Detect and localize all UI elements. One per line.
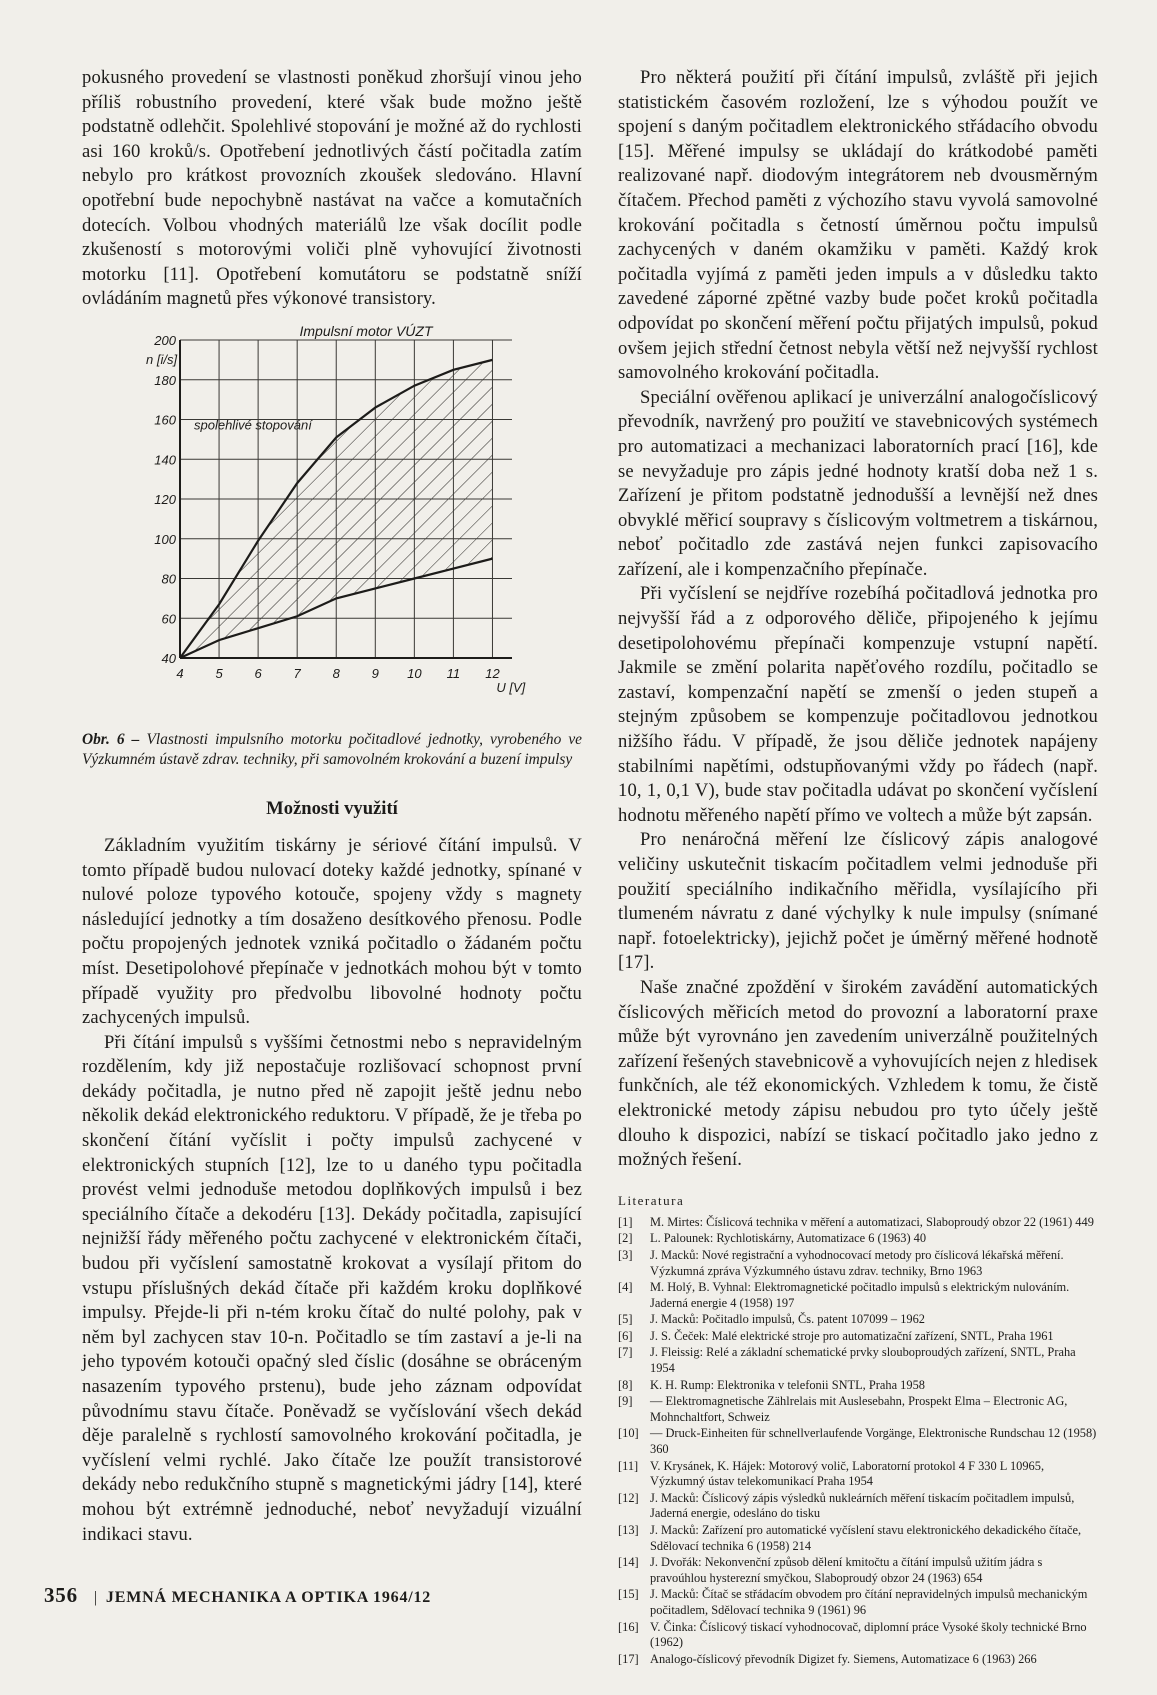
reference-item bbox=[618, 1280, 1098, 1311]
paragraph-analog: Pro nenáročná měření lze číslicový zápis analogové veličiny uskutečnit tiskacím počitadlem velmi jednoduše při použití speciálního indikačního měřidla, vysílajícího při tlumeném návratu z dané výchylky k nule impulsy (snímané např. fotoelektricky), jejichž počet je úměrný měřené hodnotě [17]. bbox=[618, 829, 1098, 974]
reference-number: [9] bbox=[618, 1394, 633, 1409]
paragraph-converter: Speciální ověřenou aplikací je univerzální analogočíslicový převodník, navržený pro použití ve stavebnicových systémech pro automatizaci a mechanizaci laboratorních prací [16], kde se nevyžaduje pro zápis jedné hodnoty kratší doba než 1 s. Zařízení je přitom podstatně jednodušší a levnější než dnes obvyklé měřicí soupravy s číslicovým voltmetrem a tiskárnou, neboť počitadlo zde zastává nejen funkci zapisovacího zařízení, ale i kompenzačního přepínače. bbox=[618, 386, 1098, 580]
reference-number: [5] bbox=[618, 1312, 633, 1327]
reference-item bbox=[618, 1329, 1098, 1345]
x-axis-label: U [V] bbox=[496, 679, 526, 695]
right-column bbox=[618, 66, 1098, 1668]
reference-number: [10] bbox=[618, 1426, 639, 1441]
reference-item bbox=[618, 1215, 1098, 1231]
x-tick-label: 5 bbox=[215, 665, 223, 681]
reference-text: J. Macků: Číslicový zápis výsledků nukleárních měření tiskacím počitadlem impulsů, Jaderná energie, odesláno do tisku bbox=[650, 1490, 1075, 1521]
references-heading: Literatura bbox=[618, 1192, 685, 1208]
y-tick-label: 60 bbox=[161, 611, 176, 627]
x-tick-label: 11 bbox=[446, 665, 461, 681]
x-tick-label: 9 bbox=[371, 665, 379, 681]
reference-number: [12] bbox=[618, 1490, 639, 1505]
reference-item bbox=[618, 1555, 1098, 1586]
caption-label: Obr. 6 – bbox=[82, 730, 140, 748]
figure-motor-chart bbox=[82, 322, 562, 722]
y-tick-label: 200 bbox=[154, 332, 176, 348]
paragraph-statistical: Pro některá použití při čítání impulsů, zvláště při jejich statistickém časovém rozložení, lze s výhodou použít ve spojení s daným počitadlem elektronického střádacího obvodu [15]. Měřené impulsy se ukládají do krátkodobé paměti realizované např. diodovým integrátorem neb dvousměrným čítačem. Přechod paměti z výchozího stavu vyvolá samovolné krokování počitadla s četností úměrnou počtu impulsů zachycených v daném okamžiku v paměti. Každý krok počitadla vyjímá z paměti jeden impuls a v důsledku takto zavedené záporné zpětné vazby bude počet kroků počitadla odpovídat po skončení měření počtu přijatých impulsů, pokud ovšem jejich střední četnost nebyla větší než nejvyšší rychlost samovolného krokování počitadla. bbox=[618, 67, 1098, 384]
reference-item bbox=[618, 1587, 1098, 1618]
reference-text: J. Macků: Čítač se střádacím obvodem pro čítání nepravidelných impulsů mechanickým počitadlem, Sdělovací technika 9 (1961) 96 bbox=[650, 1587, 1088, 1617]
reference-text: L. Palounek: Rychlotiskárny, Automatizace 6 (1963) 40 bbox=[650, 1231, 927, 1246]
reference-text: J. Fleissig: Relé a základní schematické prvky slouboproudých zařízení, SNTL, Praha 1954 bbox=[650, 1345, 1076, 1376]
reference-item bbox=[618, 1652, 1098, 1668]
y-tick-label: 180 bbox=[154, 372, 176, 388]
reference-text: — Elektromagnetische Zählrelais mit Auslesebahn, Prospekt Elma – Electronic AG, Mohnchaltfort, Schweiz bbox=[650, 1394, 1068, 1424]
reference-text: J. Macků: Zařízení pro automatické vyčíslení stavu elektronického dekadického čítače, Sdělovací technika 6 (1958) 214 bbox=[650, 1523, 1082, 1553]
page-footer bbox=[44, 1583, 431, 1608]
reference-text: K. H. Rump: Elektronika v telefonii SNTL, Praha 1958 bbox=[650, 1377, 925, 1392]
reference-text: J. Macků: Nové registrační a vyhodnocovací metody pro číslicová lékařská měření. Výzkumná zpráva Výzkumného ústavu zdrav. techniky, Brno 1963 bbox=[650, 1247, 1064, 1278]
section-heading: Možnosti využití bbox=[266, 797, 398, 819]
reference-number: [7] bbox=[618, 1345, 633, 1360]
x-tick-label: 10 bbox=[407, 665, 422, 681]
reference-text: J. Macků: Počitadlo impulsů, Čs. patent 107099 – 1962 bbox=[650, 1312, 925, 1327]
x-tick-label: 12 bbox=[485, 665, 500, 681]
figure-caption bbox=[82, 730, 582, 770]
reference-text: M. Mirtes: Číslicová technika v měření a automatizaci, Slaboproudý obzor 22 (1961) 449 bbox=[650, 1214, 1094, 1229]
y-tick-label: 160 bbox=[154, 412, 176, 428]
y-tick-label: 140 bbox=[154, 452, 176, 468]
journal-name: JEMNÁ MECHANIKA A OPTIKA 1964/12 bbox=[105, 1589, 432, 1606]
page-number: 356 bbox=[44, 1583, 78, 1607]
reference-number: [4] bbox=[618, 1280, 633, 1295]
reference-number: [11] bbox=[618, 1458, 639, 1473]
reference-item bbox=[618, 1523, 1098, 1554]
reference-number: [16] bbox=[618, 1619, 639, 1634]
left-column bbox=[82, 66, 582, 1547]
reference-text: V. Krysánek, K. Hájek: Motorový volič, Laboratorní protokol 4 F 330 L 10965, Výzkumný ústav telekomunikací Praha 1954 bbox=[650, 1458, 1045, 1489]
reference-item bbox=[618, 1345, 1098, 1376]
reference-text: — Druck-Einheiten für schnellverlaufende Vorgänge, Elektronische Rundschau 12 (1958) 360 bbox=[650, 1426, 1097, 1457]
caption-text: Vlastnosti impulsního motorku počitadlové jednotky, vyrobeného ve Výzkumném ústavě zdrav. techniky, při samovolném krokování a buzení impulsy bbox=[82, 730, 583, 768]
x-tick-label: 6 bbox=[254, 665, 262, 681]
reference-item bbox=[618, 1426, 1098, 1457]
reference-item bbox=[618, 1312, 1098, 1328]
reference-number: [3] bbox=[618, 1247, 633, 1262]
x-tick-label: 8 bbox=[332, 665, 340, 681]
reference-item bbox=[618, 1459, 1098, 1490]
reference-number: [1] bbox=[618, 1214, 633, 1229]
reference-item bbox=[618, 1491, 1098, 1522]
reference-item bbox=[618, 1378, 1098, 1394]
y-tick-label: 40 bbox=[161, 650, 176, 666]
reference-number: [13] bbox=[618, 1523, 639, 1537]
reference-number: [2] bbox=[618, 1231, 633, 1246]
paragraph-conclusion: Naše značné zpoždění v širokém zavádění automatických číslicových měřicích metod do provozní a laboratorní praxe může být vyrovnáno jen zavedením univerzálně použitelných zařízení řešených stavebnicově a vyhovujících nejen z hledisek funkčních, ale též ekonomických. Vzhledem k tomu, že čistě elektronické metody zápisu nebudou pro tyto účely ještě dlouho k dispozici, nabízí se tiskací počitadlo jako jedno z možných řešení. bbox=[618, 976, 1098, 1171]
chart-title: Impulsní motor VÚZT bbox=[299, 322, 433, 339]
reference-number: [14] bbox=[618, 1555, 639, 1570]
x-tick-label: 7 bbox=[293, 665, 301, 681]
reference-number: [15] bbox=[618, 1587, 639, 1602]
reference-text: M. Holý, B. Vyhnal: Elektromagnetické počitadlo impulsů s elektrickým nulováním. Jaderná energie 4 (1958) 197 bbox=[650, 1280, 1070, 1310]
chart-annotation: spolehlivé stopování bbox=[194, 417, 312, 433]
footer-separator: | bbox=[93, 1589, 98, 1606]
x-tick-label: 4 bbox=[176, 665, 184, 681]
reference-item bbox=[618, 1620, 1098, 1651]
y-tick-label: 100 bbox=[154, 531, 176, 547]
reference-text: V. Činka: Číslicový tiskací vyhodnocovač, diplomní práce Vysoké školy technické Brno (1962) bbox=[650, 1619, 1087, 1650]
paragraph-intro: pokusného provedení se vlastnosti poněkud zhoršují vinou jeho příliš robustního provedení, které však bude možno ještě podstatně odlehčit. Spolehlivé stopování je možné až do rychlosti asi 160 kroků/s. Opotřebení jednotlivých částí počitadla zatím nebylo pro krátkost provozních zkoušek sledováno. Hlavní opotřební bude nepochybně nastávat na vačce a komutačních dotecích. Volbou vhodných materiálů lze však docílit podle zkušeností s motorovými voliči plně vyhovující životnosti motorku [11]. Opotřebení komutátoru se podstatně sníží ovládáním magnetů přes výkonové transistory. bbox=[82, 67, 582, 310]
reference-item bbox=[618, 1231, 1098, 1247]
chart-svg bbox=[82, 322, 562, 722]
reference-text: J. Dvořák: Nekonvenční způsob dělení kmitočtu a čítání impulsů užitím jádra s pravoúhlou hysterezní smyčkou, Slaboproudý obzor 24 (1963) 654 bbox=[650, 1555, 1043, 1585]
reference-item bbox=[618, 1248, 1098, 1279]
paragraph-high-rate: Při čítání impulsů s vyššími četnostmi nebo s nepravidelným rozdělením, kdy již nepostačuje rozlišovací schopnost první dekády počitadla, je nutno před ně zapojit ještě jednu nebo několik dekád elektronického reduktoru. V případě, že je třeba po skončení čítání vyčíslit i počty impulsů zachycené v elektronických stupních [12], lze to u daného typu počitadla provést velmi jednoduše metodou doplňkových impulsů i bez speciálního čítače a dekodéru [13]. Dekády počitadla, zapisující nejnižší řády měřeného počtu zachycené v elektronickém čítači, budou při vyčíslení samostatně krokovat a vysílají přitom do vstupu příslušných dekád čítače při každém kroku doplňkové impulsy. Přejde-li při n-tém kroku čítač do nulté polohy, pak v něm byl zachycen stav 10-n. Počitadlo se tím zastaví a je-li na jeho typovém kotouči opačný sled číslic (dosáhne se obráceným nasazením typového prstenu), bude jeho záznam odpovídat původnímu stavu čítače. Poněvadž se vyčíslování všech dekád děje paralelně s rychlostí samovolného krokování počitadla, je vyčíslení velmi rychlé. Jako čítače lze použít transistorové dekády nebo redukčního stupně s magnetickými jádry [14], které mohou být extrémně jednoduché, neboť nevyžadují vizuální indikaci stavu. bbox=[82, 1031, 582, 1545]
reference-text: J. S. Čeček: Malé elektrické stroje pro automatizační zařízení, SNTL, Praha 1961 bbox=[650, 1328, 1054, 1343]
reference-number: [8] bbox=[618, 1377, 633, 1392]
y-tick-label: 80 bbox=[161, 571, 176, 587]
reference-number: [17] bbox=[618, 1651, 639, 1666]
paragraph-basic-use: Základním využitím tiskárny je sériové čítání impulsů. V tomto případě budou nulovací doteky každé jednotky, spínané v nulové poloze typového kotouče, spojeny vždy s magnety následující jednotky a tím dosaženo desítkového přenosu. Podle počtu propojených jednotek vzniká počitadlo o žádaném počtu míst. Desetipolohové přepínače v jednotkách mohou být v tomto případě využity pro předvolbu libovolné hodnoty počtu zachycených impulsů. bbox=[82, 834, 582, 1029]
reference-item bbox=[618, 1394, 1098, 1425]
references-list bbox=[618, 1215, 1098, 1668]
reference-number: [6] bbox=[618, 1328, 633, 1343]
reference-text: Analogo-číslicový převodník Digizet fy. Siemens, Automatizace 6 (1963) 266 bbox=[650, 1651, 1037, 1666]
y-tick-label: 120 bbox=[154, 491, 176, 507]
paragraph-evaluation: Při vyčíslení se nejdříve rozebíhá počitadlová jednotka pro nejvyšší řád a z odporového děliče, připojeného k jejímu desetipolohovému přepínači kompenzuje vstupní napětí. Jakmile se změní polarita napěťového rozdílu, počitadlo se zastaví, kompenzační napětí se zmenší o jeden stupeň a stejným způsobem se kompenzuje počitadlovou jednotkou nižšího řádu. V případě, že jsou děliče jednotek napájeny stabilními napětími, odstupňovanými vždy po řádech (např. 10, 1, 0,1 V), bude stav počitadla udávat po skončení vyčíslení hodnotu měřeného napětí přímo ve voltech a může být zapsán. bbox=[618, 583, 1098, 826]
y-axis-label: n [i/s] bbox=[146, 351, 178, 367]
